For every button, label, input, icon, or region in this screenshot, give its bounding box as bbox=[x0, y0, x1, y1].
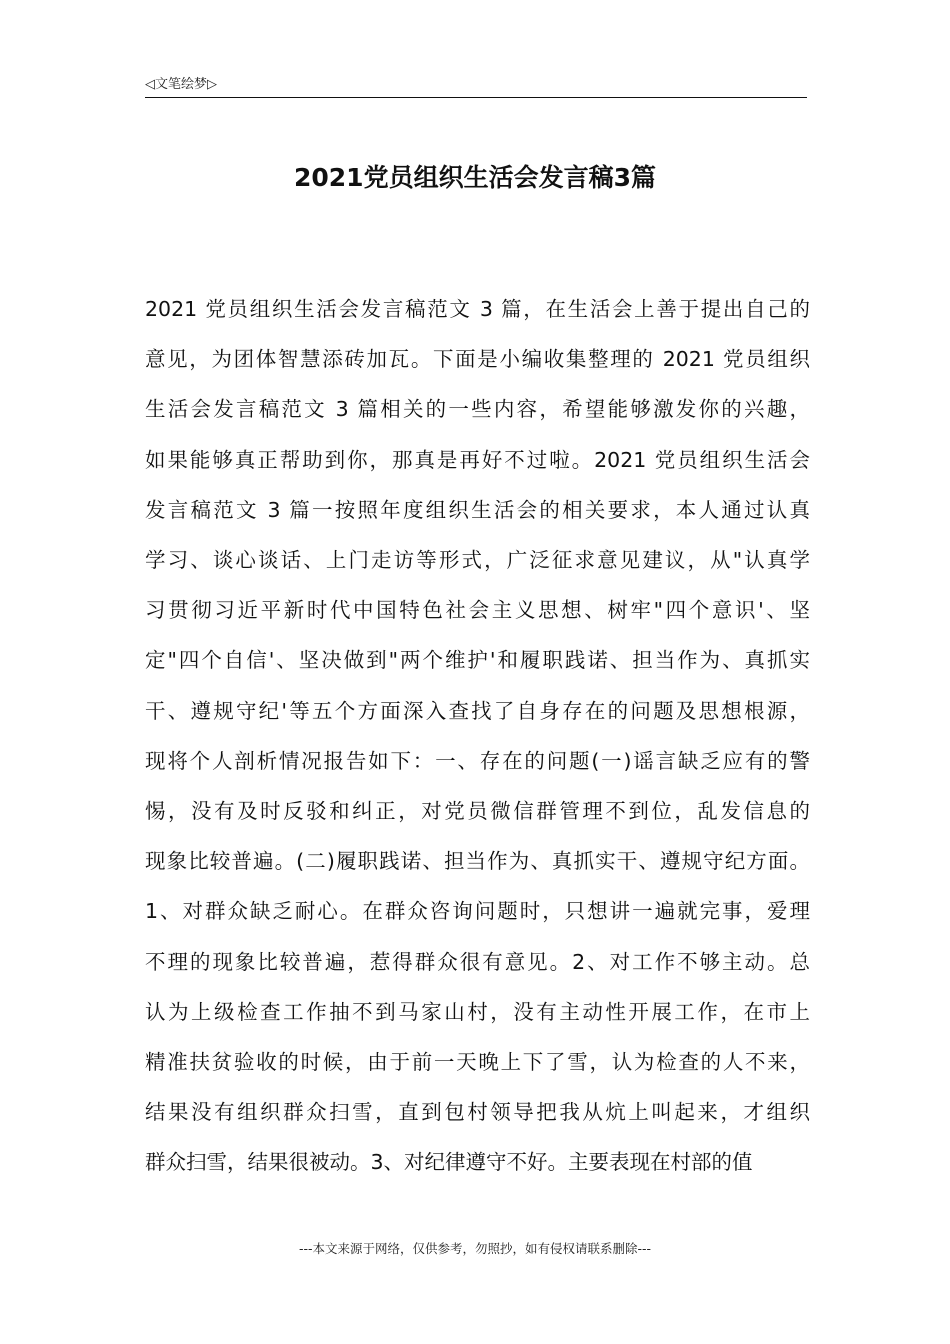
page-header: ◁文笔绘梦▷ bbox=[145, 77, 217, 92]
body-line: 惕，没有及时反驳和纠正，对党员微信群管理不到位，乱发信息的 bbox=[145, 799, 810, 824]
body-line: 定"四个自信'、坚决做到"两个维护'和履职践诺、担当作为、真抓实 bbox=[145, 648, 810, 673]
document-body bbox=[145, 284, 810, 1188]
body-line: 生活会发言稿范文 3 篇相关的一些内容，希望能够激发你的兴趣， bbox=[145, 397, 810, 422]
body-line: 习贯彻习近平新时代中国特色社会主义思想、树牢"四个意识'、坚 bbox=[145, 598, 810, 623]
body-line: 1、对群众缺乏耐心。在群众咨询问题时，只想讲一遍就完事，爱理 bbox=[145, 899, 810, 924]
body-line: 2021 党员组织生活会发言稿范文 3 篇，在生活会上善于提出自己的 bbox=[145, 297, 810, 321]
body-line: 意见，为团体智慧添砖加瓦。下面是小编收集整理的 2021 党员组织 bbox=[145, 347, 810, 372]
body-line: 现象比较普遍。(二)履职践诺、担当作为、真抓实干、遵规守纪方面。 bbox=[145, 849, 810, 874]
body-line: 认为上级检查工作抽不到马家山村，没有主动性开展工作，在市上 bbox=[145, 999, 810, 1024]
body-line: 结果没有组织群众扫雪，直到包村领导把我从炕上叫起来，才组织 bbox=[145, 1100, 810, 1125]
body-line: 精准扶贫验收的时候，由于前一天晚上下了雪，认为检查的人不来， bbox=[145, 1050, 810, 1075]
body-line: 群众扫雪，结果很被动。3、对纪律遵守不好。主要表现在村部的值 bbox=[145, 1150, 753, 1175]
header-divider bbox=[145, 97, 807, 98]
body-line: 干、遵规守纪'等五个方面深入查找了自身存在的问题及思想根源， bbox=[145, 698, 810, 723]
body-line: 不理的现象比较普遍，惹得群众很有意见。2、对工作不够主动。总 bbox=[145, 949, 810, 974]
body-line: 如果能够真正帮助到你，那真是再好不过啦。2021 党员组织生活会 bbox=[145, 447, 810, 472]
body-line: 学习、谈心谈话、上门走访等形式，广泛征求意见建议，从"认真学 bbox=[145, 548, 810, 573]
body-line: 发言稿范文 3 篇一按照年度组织生活会的相关要求，本人通过认真 bbox=[145, 497, 810, 522]
page-footer-disclaimer: ---本文来源于网络，仅供参考，勿照抄，如有侵权请联系删除--- bbox=[298, 1241, 652, 1256]
document-title: 2021党员组织生活会发言稿3篇 bbox=[294, 163, 656, 192]
body-line: 现将个人剖析情况报告如下：一、存在的问题(一)谣言缺乏应有的警 bbox=[145, 748, 810, 773]
